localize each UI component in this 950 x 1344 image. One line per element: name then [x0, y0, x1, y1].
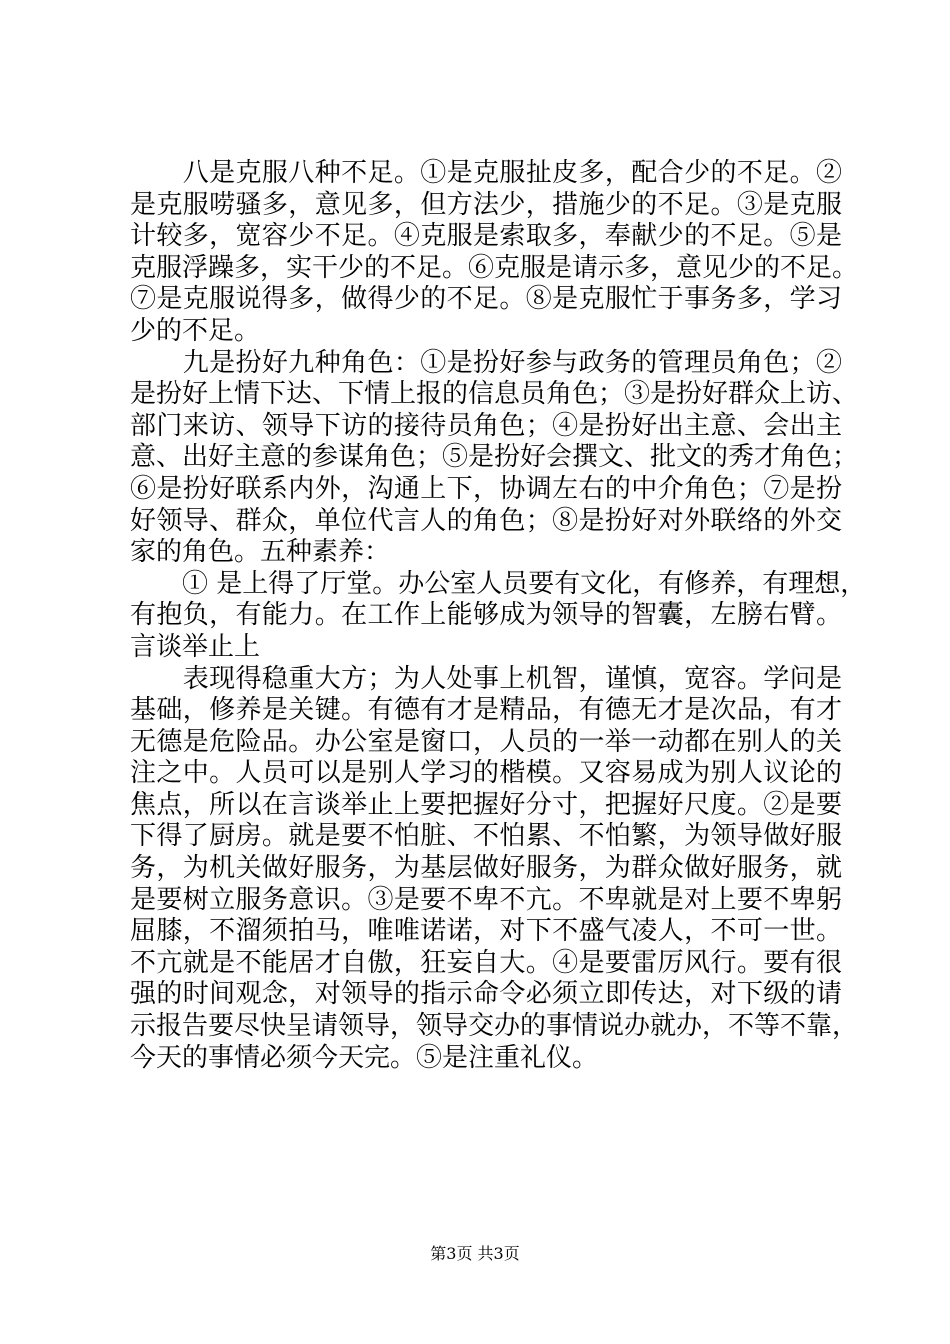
text-line: 下得了厨房。就是要不怕脏、不怕累、不怕繁，为领导做好服: [130, 821, 842, 852]
text-line: 注之中。人员可以是别人学习的楷模。又容易成为别人议论的: [130, 758, 842, 789]
text-line: 务，为机关做好服务，为基层做好服务，为群众做好服务，就: [130, 853, 842, 884]
text-line: 好领导、群众，单位代言人的角色；⑧是扮好对外联络的外交: [130, 505, 842, 536]
text-line: 八是克服八种不足。①是克服扯皮多，配合少的不足。②: [130, 158, 842, 188]
text-line: ⑦是克服说得多，做得少的不足。⑧是克服忙于事务多，学习: [130, 284, 842, 315]
text-line: 有抱负，有能力。在工作上能够成为领导的智囊，左膀右臂。: [130, 600, 842, 631]
text-line: 强的时间观念，对领导的指示命令必须立即传达，对下级的请: [130, 979, 842, 1010]
text-line: 是要树立服务意识。③是要不卑不亢。不卑就是对上要不卑躬: [130, 884, 842, 915]
text-line: 言谈举止上: [130, 631, 261, 662]
text-line: 意、出好主意的参谋角色；⑤是扮好会撰文、批文的秀才角色；: [130, 442, 859, 473]
text-line: 示报告要尽快呈请领导，领导交办的事情说办就办，不等不靠，: [130, 1011, 859, 1042]
text-line: 表现得稳重大方；为人处事上机智，谨慎，宽容。学问是: [130, 663, 842, 694]
text-line: ⑥是扮好联系内外，沟通上下，协调左右的中介角色；⑦是扮: [130, 473, 842, 504]
text-line: 今天的事情必须今天完。⑤是注重礼仪。: [130, 1042, 599, 1073]
text-line: 基础，修养是关键。有德有才是精品，有德无才是次品，有才: [130, 695, 842, 726]
text-line: 计较多，宽容少不足。④克服是索取多，奉献少的不足。⑤是: [130, 221, 842, 252]
text-line: 是扮好上情下达、下情上报的信息员角色；③是扮好群众上访、: [130, 379, 859, 410]
text-line: 屈膝，不溜须拍马，唯唯诺诺，对下不盛气凌人，不可一世。: [130, 916, 842, 947]
text-line: 克服浮躁多，实干少的不足。⑥克服是请示多，意见少的不足。: [130, 252, 859, 283]
text-line: 不亢就是不能居才自傲，狂妄自大。④是要雷厉风行。要有很: [130, 947, 842, 978]
text-line: 少的不足。: [130, 315, 261, 346]
text-line: 家的角色。五种素养：: [130, 537, 391, 568]
text-line: 焦点，所以在言谈举止上要把握好分寸，把握好尺度。②是要: [130, 789, 842, 820]
text-line: ① 是上得了厅堂。办公室人员要有文化，有修养，有理想，: [130, 568, 867, 599]
document-body: [130, 158, 867, 1074]
text-line: 无德是危险品。办公室是窗口，人员的一举一动都在别人的关: [130, 726, 842, 757]
text-line: 是克服唠骚多，意见多，但方法少，措施少的不足。③是克服: [130, 189, 842, 220]
text-line: 九是扮好九种角色：①是扮好参与政务的管理员角色；②: [130, 347, 842, 378]
text-line: 部门来访、领导下访的接待员角色；④是扮好出主意、会出主: [130, 410, 842, 441]
page-number-footer: 第3页 共3页: [430, 1244, 520, 1263]
